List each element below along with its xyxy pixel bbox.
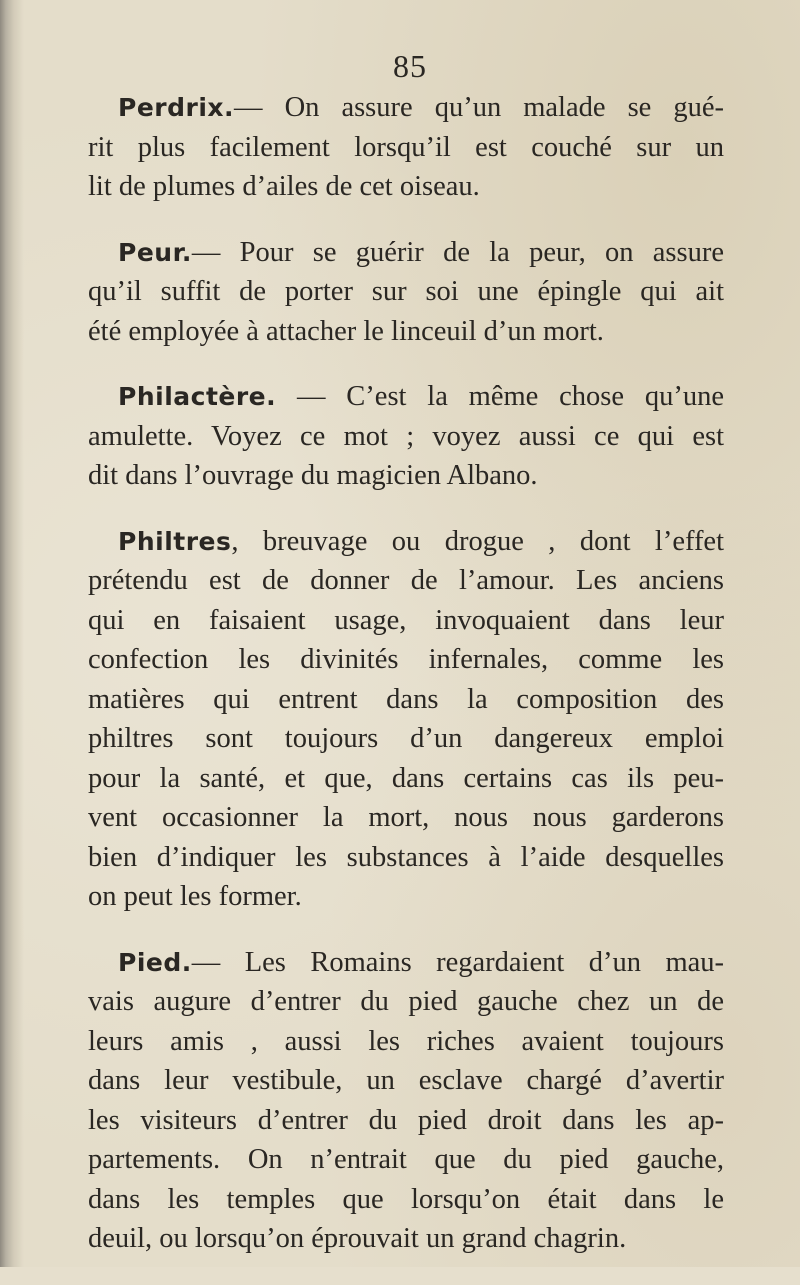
text-line: — Les Romains regardaient d’un mau-	[191, 946, 724, 978]
text-line: — Pour se guérir de la peur, on assure	[191, 236, 724, 268]
text-line: rit plus facilement lorsqu’il est couché sur un	[88, 131, 724, 163]
text-line: — C’est la même chose qu’une	[276, 381, 724, 412]
text-line: — On assure qu’un malade se gué-	[234, 92, 724, 123]
text-line: lit de plumes d’ailes de cet oiseau.	[88, 171, 480, 202]
text-line: vais augure d’entrer du pied gauche chez un de	[88, 986, 724, 1017]
text-line: leurs amis , aussi les riches avaient toujours	[88, 1025, 724, 1057]
entry-perdrix	[88, 88, 724, 207]
headword: Philtres	[118, 526, 232, 556]
text-line: dans leur vestibule, un esclave chargé d’avertir	[88, 1065, 724, 1096]
entry-peur	[88, 233, 724, 352]
entry-philactere	[88, 377, 724, 496]
text-line: deuil, ou lorsqu’on éprouvait un grand chagrin.	[88, 1223, 627, 1254]
text-line: matières qui entrent dans la composition des	[88, 683, 724, 715]
dictionary-text	[88, 88, 724, 1285]
text-line: pour la santé, et que, dans certains cas ils peu-	[88, 762, 724, 794]
text-line: philtres sont toujours d’un dangereux emploi	[88, 723, 724, 754]
text-line: , breuvage ou drogue , dont l’effet	[231, 525, 724, 557]
headword: Pied.	[118, 947, 192, 977]
text-line: on peut les former.	[88, 881, 302, 912]
text-line: dans les temples que lorsqu’on était dans le	[88, 1183, 724, 1215]
text-line: bien d’indiquer les substances à l’aide desquelles	[88, 841, 724, 873]
headword: Peur.	[118, 237, 192, 267]
text-line: prétendu est de donner de l’amour. Les anciens	[88, 565, 724, 596]
headword: Perdrix.	[118, 93, 235, 122]
text-line: été employée à attacher le linceuil d’un mort.	[88, 315, 604, 347]
text-line: qu’il suffit de porter sur soi une épingle qui ait	[88, 276, 724, 307]
text-line: qui en faisaient usage, invoquaient dans leur	[88, 604, 724, 636]
headword: Philactère.	[118, 382, 277, 411]
page-number: 85	[393, 48, 427, 84]
text-line: dit dans l’ouvrage du magicien Albano.	[88, 460, 538, 491]
text-line: les visiteurs d’entrer du pied droit dans les ap-	[88, 1104, 724, 1136]
text-line: confection les divinités infernales, comme les	[88, 644, 724, 675]
page-gutter	[0, 0, 24, 1267]
entry-philtres	[88, 522, 724, 917]
text-line: amulette. Voyez ce mot ; voyez aussi ce qui est	[88, 420, 724, 452]
text-line: vent occasionner la mort, nous nous garderons	[88, 802, 724, 833]
text-line: partements. On n’entrait que du pied gauche,	[88, 1144, 724, 1175]
entry-pied	[88, 943, 724, 1259]
